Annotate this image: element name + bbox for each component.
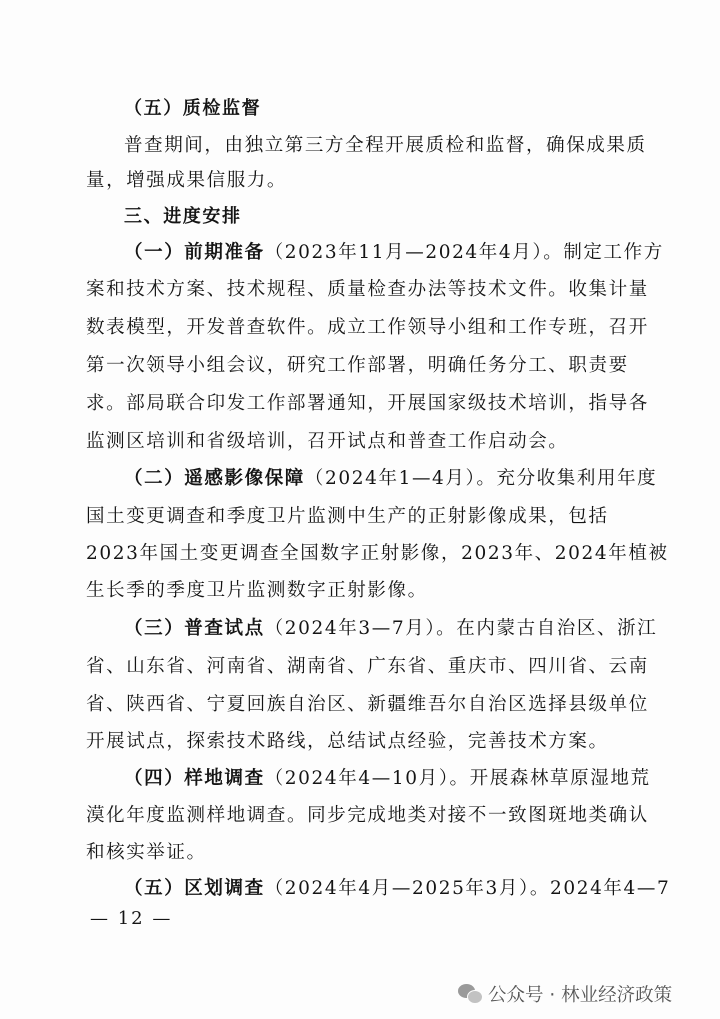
paragraph-text: （2024年3—7月）。在内蒙古自治区、浙江 <box>264 618 658 639</box>
paragraph-line <box>124 470 657 489</box>
paragraph-line: 普查期间，由独立第三方全程开展质检和监督，确保成果质 <box>124 135 647 156</box>
paragraph-text: （2024年4月—2025年3月）。2024年4—7 <box>264 878 671 899</box>
paragraph-text: （2024年1—4月）。充分收集利用年度 <box>304 468 658 489</box>
paragraph-line: 数表模型，开发普查软件。成立工作领导小组和工作专班，召开 <box>86 317 649 338</box>
watermark <box>458 981 672 1007</box>
paragraph-line: 2023年国土变更调查全国数字正射影像，2023年、2024年植被 <box>86 543 669 564</box>
paragraph-line: 开展试点，探索技术路线，总结试点经验，完善技术方案。 <box>86 731 609 752</box>
page-number: — 12 — <box>90 908 173 929</box>
subsection-lead: （一）前期准备 <box>124 242 265 263</box>
paragraph-text: （2024年4—10月）。开展森林草原湿地荒 <box>264 768 651 789</box>
subsection-lead: （二）遥感影像保障 <box>124 468 305 489</box>
wechat-icon <box>458 984 482 1004</box>
section-heading: （五）质检监督 <box>124 98 262 119</box>
paragraph-text: （2023年11月—2024年4月）。制定工作方 <box>264 242 664 263</box>
subsection-lead: （五）区划调查 <box>124 878 265 899</box>
paragraph-line: 国土变更调查和季度卫片监测中生产的正射影像成果，包括 <box>86 506 609 527</box>
paragraph-line: 量，增强成果信服力。 <box>86 170 288 191</box>
paragraph-line: 监测区培训和省级培训，召开试点和普查工作启动会。 <box>86 431 569 452</box>
watermark-text: 公众号 · 林业经济政策 <box>488 985 673 1006</box>
paragraph-line: 求。部局联合印发工作部署通知，开展国家级技术培训，指导各 <box>86 393 649 414</box>
paragraph-line <box>124 620 657 639</box>
paragraph-line: 第一次领导小组会议，研究工作部署，明确任务分工、职责要 <box>86 355 629 376</box>
subsection-lead: （三）普查试点 <box>124 618 265 639</box>
paragraph-line: 和核实举证。 <box>86 842 207 863</box>
paragraph-line: 省、陕西省、宁夏回族自治区、新疆维吾尔自治区选择县级单位 <box>86 694 649 715</box>
section-heading: 三、进度安排 <box>124 206 242 227</box>
paragraph-line: 案和技术方案、技术规程、质量检查办法等技术文件。收集计量 <box>86 279 649 300</box>
paragraph-line: 漠化年度监测样地调查。同步完成地类对接不一致图斑地类确认 <box>86 805 649 826</box>
paragraph-line <box>124 880 670 899</box>
subsection-lead: （四）样地调查 <box>124 768 265 789</box>
paragraph-line <box>124 244 664 263</box>
paragraph-line: 生长季的季度卫片监测数字正射影像。 <box>86 580 428 601</box>
paragraph-line: 省、山东省、河南省、湖南省、广东省、重庆市、四川省、云南 <box>86 656 649 677</box>
paragraph-line <box>124 770 651 789</box>
